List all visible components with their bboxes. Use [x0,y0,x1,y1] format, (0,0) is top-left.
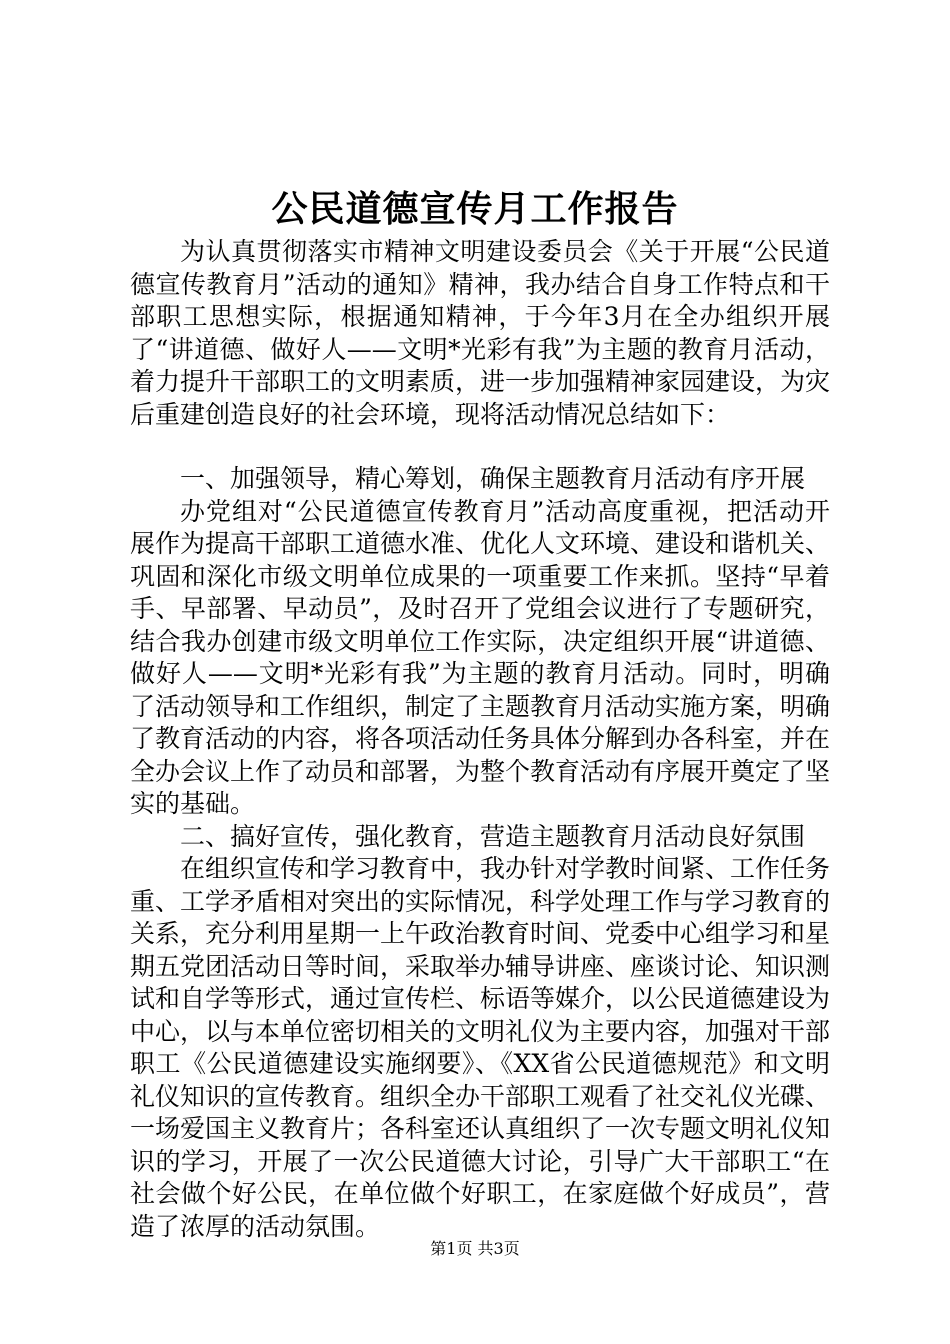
section-1-body: 办党组对“公民道德宣传教育月”活动高度重视，把活动开展作为提高干部职工道德水准、优化人文环境、建设和谐机关、巩固和深化市级文明单位成果的一项重要工作来抓。坚持“早着手、早部署、早动员”，及时召开了党组会议进行了专题研究，结合我办创建市级文明单位工作实际，决定组织开展“讲道德、做好人——文明*光彩有我”为主题的教育月活动。同时，明确了活动领导和工作组织，制定了主题教育月活动实施方案，明确了教育活动的内容，将各项活动任务具体分解到办各科室，并在全办会议上作了动员和部署，为整个教育活动有序展开奠定了坚实的基础。 [130,496,831,818]
document-body [130,236,830,1243]
document-title: 公民道德宣传月工作报告 [271,188,679,230]
page-footer: 第1页 共3页 [430,1239,520,1258]
intro-paragraph: 为认真贯彻落实市精神文明建设委员会《关于开展“公民道德宣传教育月”活动的通知》精神，我办结合自身工作特点和干部职工思想实际，根据通知精神，于今年3月在全办组织开展了“讲道德、做好人——文明*光彩有我”为主题的教育月活动，着力提升干部职工的文明素质，进一步加强精神家园建设，为灾后重建创造良好的社会环境，现将活动情况总结如下： [130,237,831,429]
section-2-heading: 二、搞好宣传，强化教育，营造主题教育月活动良好氛围 [180,821,806,851]
section-1-heading: 一、加强领导，精心筹划，确保主题教育月活动有序开展 [180,464,806,493]
section-2-body: 在组织宣传和学习教育中，我办针对学教时间紧、工作任务重、工学矛盾相对突出的实际情况，科学处理工作与学习教育的关系，充分利用星期一上午政治教育时间、党委中心组学习和星期五党团活动日等时间，采取举办辅导讲座、座谈讨论、知识测试和自学等形式，通过宣传栏、标语等媒介，以公民道德建设为中心，以与本单位密切相关的文明礼仪为主要内容，加强对干部职工《公民道德建设实施纲要》、《XX省公民道德规范》和文明礼仪知识的宣传教育。组织全办干部职工观看了社交礼仪光碟、一场爱国主义教育片；各科室还认真组织了一次专题文明礼仪知识的学习，开展了一次公民道德大讨论，引导广大干部职工“在社会做个好公民，在单位做个好职工，在家庭做个好成员”，营造了浓厚的活动氛围。 [130,854,831,1241]
